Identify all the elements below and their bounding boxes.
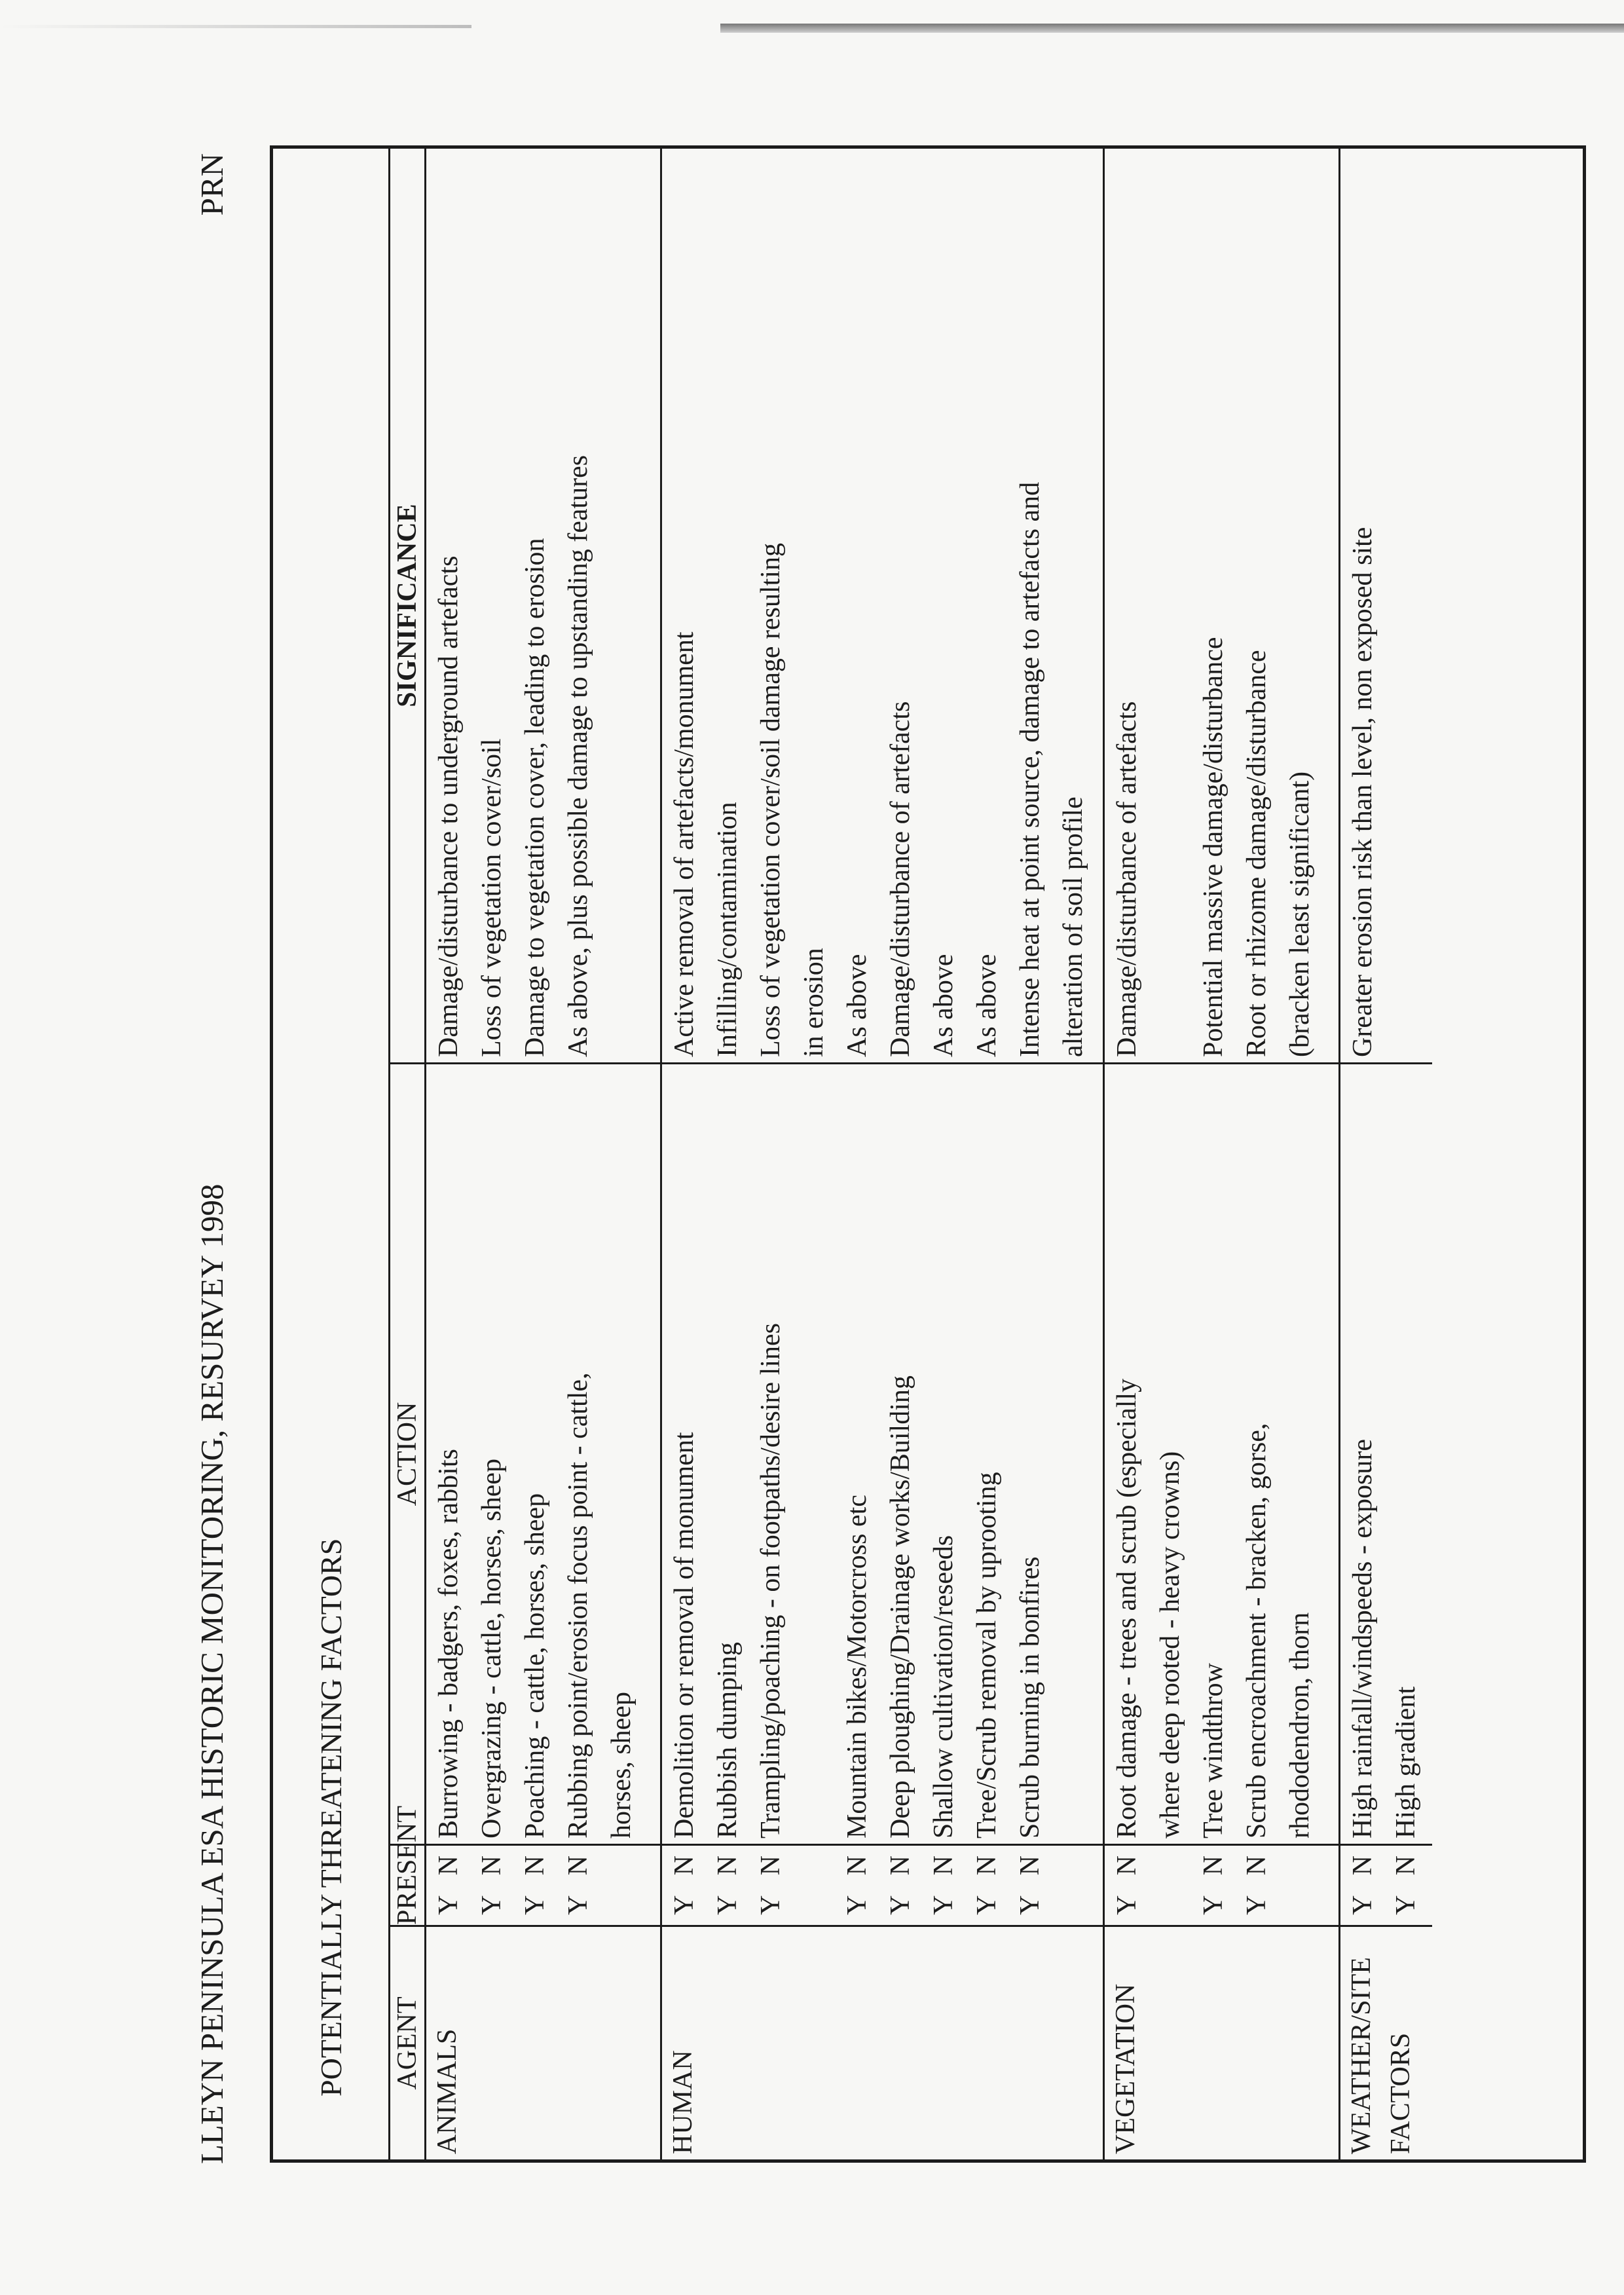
present-yes-mark: Y <box>1242 1895 1272 1915</box>
significance-line: Loss of vegetation cover/soil <box>477 738 507 1057</box>
significance-line: Damage to vegetation cover, leading to erosion <box>520 538 550 1057</box>
table-group <box>426 149 662 2159</box>
present-yes-mark: Y <box>1348 1895 1378 1915</box>
present-no-mark: N <box>669 1856 699 1876</box>
present-yes-mark: Y <box>972 1895 1002 1915</box>
action-cell <box>662 1062 1103 1844</box>
action-line: horses, sheep <box>606 1692 637 1838</box>
agent-name: VEGETATION <box>1111 1983 1141 2154</box>
present-no-mark <box>793 1846 836 1886</box>
present-row <box>966 1846 1009 1925</box>
present-yes-mark: Y <box>712 1895 743 1915</box>
present-no-mark <box>1279 1846 1322 1886</box>
present-row <box>557 1846 600 1925</box>
present-no-mark: N <box>1015 1856 1045 1876</box>
action-line: High rainfall/windspeeds - exposure <box>1348 1438 1378 1838</box>
present-yes-mark: Y <box>434 1895 464 1915</box>
action-line: where deep rooted - heavy crowns) <box>1155 1451 1185 1838</box>
significance-line: (bracken least significant) <box>1285 771 1315 1057</box>
significance-line: in erosion <box>799 948 829 1057</box>
action-line: Root damage - trees and scrub (especially <box>1112 1378 1142 1838</box>
present-row <box>514 1846 557 1925</box>
present-row <box>923 1846 966 1925</box>
page-header <box>193 153 231 2164</box>
present-row <box>663 1846 707 1925</box>
present-row <box>707 1846 750 1925</box>
present-row <box>1279 1846 1322 1925</box>
present-no-mark: N <box>1242 1856 1272 1876</box>
present-yes-mark <box>600 1886 644 1926</box>
present-no-mark: N <box>563 1856 593 1876</box>
column-header-present: PRESENT <box>390 1844 424 1925</box>
present-yes-mark: Y <box>885 1895 915 1915</box>
action-line: Overgrazing - cattle, horses, sheep <box>477 1458 507 1838</box>
present-yes-mark: Y <box>1112 1895 1142 1915</box>
action-line: Burrowing - badgers, foxes, rabbits <box>434 1449 464 1838</box>
significance-line: As above, plus possible damage to upstanding features <box>563 455 593 1057</box>
action-line: Trampling/poaching - on footpaths/desire lines <box>756 1322 786 1838</box>
present-yes-mark: Y <box>1198 1895 1228 1915</box>
present-yes-mark <box>1149 1886 1192 1926</box>
agent-cell <box>1105 1925 1338 2159</box>
action-line: Scrub burning in bonfires <box>1015 1556 1045 1838</box>
significance-line <box>600 149 644 1062</box>
present-row <box>1106 1846 1149 1925</box>
prn-label: PRN <box>194 153 230 216</box>
action-line <box>1052 1064 1096 1844</box>
present-yes-mark: Y <box>756 1895 786 1915</box>
significance-line: Infilling/contamination <box>712 802 743 1057</box>
agent-name: ANIMALS <box>432 2028 462 2154</box>
action-line: Deep ploughing/Drainage works/Building <box>885 1375 915 1838</box>
significance-cell <box>426 149 660 1062</box>
agent-name: FACTORS <box>1386 2032 1416 2154</box>
column-header-significance: SIGNIFICANCE <box>392 504 422 707</box>
table-group <box>1105 149 1340 2159</box>
table-group <box>1340 149 1432 2159</box>
action-line: Tree windthrow <box>1198 1663 1228 1838</box>
column-header-agent: AGENT <box>390 1925 424 2159</box>
action-line: Tree/Scrub removal by uprooting <box>972 1472 1002 1838</box>
present-yes-mark: Y <box>1391 1895 1421 1915</box>
significance-line: As above <box>842 954 872 1057</box>
agent-cell <box>662 1925 1103 2159</box>
present-row <box>1342 1846 1385 1925</box>
action-cell <box>1340 1062 1432 1844</box>
document-title: LLEYN PENINSULA ESA HISTORIC MONITORING, RESURVEY 1998 <box>194 1184 230 2164</box>
significance-line <box>1385 149 1428 1062</box>
table-group <box>662 149 1105 2159</box>
action-line: Shallow cultivation/reseeds <box>929 1535 959 1838</box>
action-line: Scrub encroachment - bracken, gorse, <box>1242 1423 1272 1838</box>
action-line: rhododendron, thorn <box>1285 1612 1315 1838</box>
present-no-mark: N <box>842 1856 872 1876</box>
present-no-mark: N <box>1112 1856 1142 1876</box>
action-cell <box>1105 1062 1338 1844</box>
present-no-mark <box>600 1846 644 1886</box>
present-yes-mark <box>1052 1886 1096 1926</box>
significance-line <box>1149 149 1192 1062</box>
column-header-action: ACTION <box>390 1062 424 1844</box>
present-row <box>1009 1846 1052 1925</box>
action-line: Rubbing point/erosion focus point - cattle, <box>563 1372 593 1838</box>
present-yes-mark: Y <box>842 1895 872 1915</box>
present-row <box>428 1846 471 1925</box>
significance-line: Damage/disturbance to underground artefacts <box>434 555 464 1057</box>
action-line: Demolition or removal of monument <box>669 1432 699 1838</box>
action-line: Mountain bikes/Motorcross etc <box>842 1495 872 1838</box>
significance-line: Intense heat at point source, damage to artefacts and <box>1015 481 1045 1057</box>
present-yes-mark: Y <box>520 1895 550 1915</box>
present-cell <box>426 1844 660 1925</box>
present-row <box>1192 1846 1236 1925</box>
significance-line: Root or rhizome damage/disturbance <box>1242 650 1272 1057</box>
significance-line: As above <box>972 954 1002 1057</box>
present-yes-mark <box>1279 1886 1322 1926</box>
present-cell <box>1340 1844 1432 1925</box>
table-title: POTENTIALLY THREATENING FACTORS <box>314 1538 348 2097</box>
present-no-mark: N <box>885 1856 915 1876</box>
present-no-mark: N <box>477 1856 507 1876</box>
agent-name: WEATHER/SITE <box>1346 1957 1376 2154</box>
present-no-mark: N <box>434 1856 464 1876</box>
significance-line: As above <box>929 954 959 1057</box>
significance-line: Potential massive damage/disturbance <box>1198 637 1228 1057</box>
present-row <box>836 1846 879 1925</box>
significance-line: Damage/disturbance of artefacts <box>885 701 915 1057</box>
present-yes-mark <box>793 1886 836 1926</box>
present-no-mark: N <box>756 1856 786 1876</box>
present-row <box>1052 1846 1096 1925</box>
significance-line: Loss of vegetation cover/soil damage resulting <box>756 543 786 1057</box>
action-line: Rubbish dumping <box>712 1642 743 1838</box>
present-no-mark: N <box>1348 1856 1378 1876</box>
present-row <box>1385 1846 1428 1925</box>
present-row <box>1149 1846 1192 1925</box>
significance-line: Greater erosion risk than level, non exposed site <box>1348 527 1378 1057</box>
present-no-mark <box>1052 1846 1096 1886</box>
significance-cell <box>1340 149 1432 1062</box>
present-row <box>1236 1846 1279 1925</box>
present-row <box>793 1846 836 1925</box>
agent-cell <box>426 1925 660 2159</box>
present-no-mark: N <box>1391 1856 1421 1876</box>
present-cell <box>662 1844 1103 1925</box>
table-body <box>426 149 1432 2159</box>
action-line <box>793 1064 836 1844</box>
significance-cell <box>1105 149 1338 1062</box>
present-row <box>879 1846 923 1925</box>
present-row <box>600 1846 644 1925</box>
present-yes-mark: Y <box>669 1895 699 1915</box>
present-no-mark: N <box>520 1856 550 1876</box>
table-header-row <box>388 149 426 2159</box>
present-no-mark: N <box>929 1856 959 1876</box>
agent-cell <box>1340 1925 1432 2159</box>
action-line: Poaching - cattle, horses, sheep <box>520 1493 550 1838</box>
agent-name: HUMAN <box>668 2050 698 2154</box>
significance-line: Damage/disturbance of artefacts <box>1112 701 1142 1057</box>
present-no-mark: N <box>1198 1856 1228 1876</box>
significance-line: alteration of soil profile <box>1058 796 1088 1057</box>
action-line: High gradient <box>1391 1686 1421 1838</box>
present-yes-mark: Y <box>929 1895 959 1915</box>
significance-line: Active removal of artefacts/monument <box>669 631 699 1057</box>
present-yes-mark: Y <box>477 1895 507 1915</box>
present-no-mark: N <box>972 1856 1002 1876</box>
present-cell <box>1105 1844 1338 1925</box>
significance-cell <box>662 149 1103 1062</box>
threat-factors-table <box>270 145 1586 2163</box>
action-cell <box>426 1062 660 1844</box>
present-no-mark: N <box>712 1856 743 1876</box>
present-yes-mark: Y <box>563 1895 593 1915</box>
present-row <box>750 1846 793 1925</box>
present-yes-mark: Y <box>1015 1895 1045 1915</box>
present-row <box>471 1846 514 1925</box>
present-no-mark <box>1149 1846 1192 1886</box>
